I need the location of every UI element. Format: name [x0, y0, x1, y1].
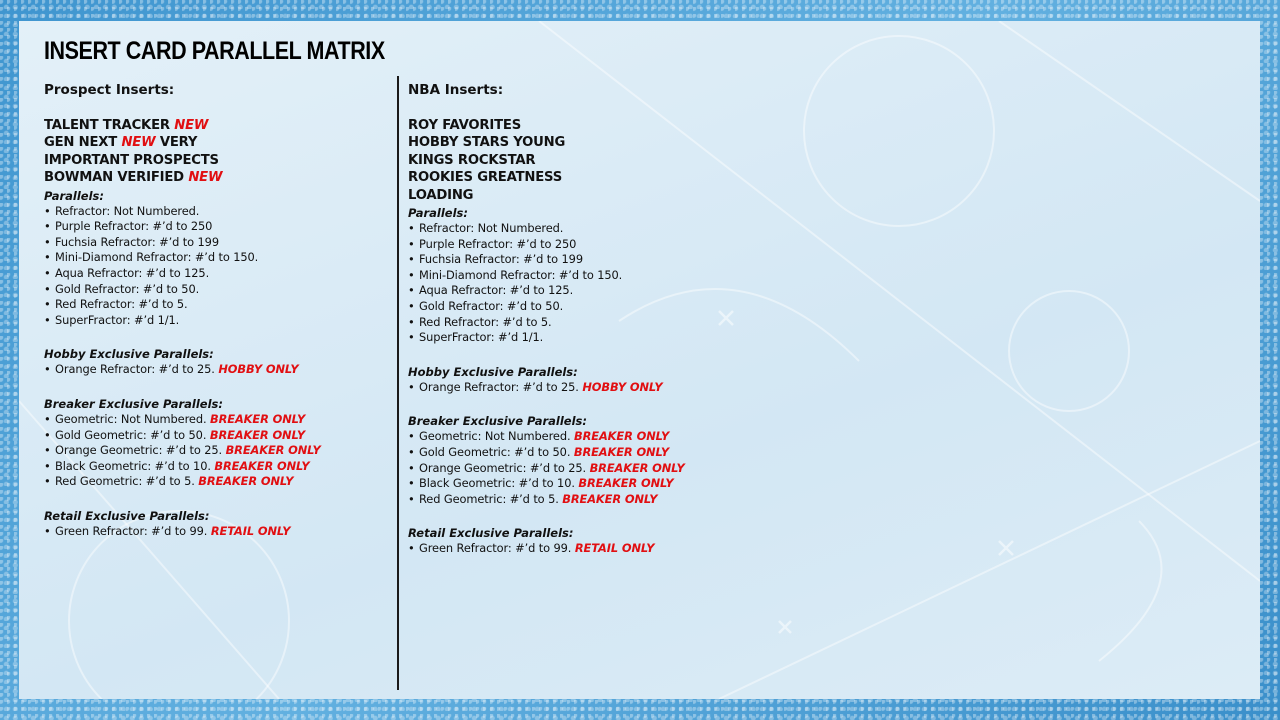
insert-list [408, 117, 753, 204]
breaker-exclusive-list [408, 429, 753, 507]
parallel-item: • Gold Refractor: #’d to 50. [408, 299, 753, 315]
parallel-item: • Geometric: Not Numbered. BREAKER ONLY [408, 429, 753, 445]
hobby-exclusive-list [408, 380, 753, 396]
breaker-only-tag: BREAKER ONLY [562, 491, 658, 506]
breaker-only-tag: BREAKER ONLY [210, 411, 306, 426]
breaker-only-tag: BREAKER ONLY [589, 460, 685, 475]
parallel-item: • Orange Geometric: #’d to 25. BREAKER ONLY [408, 461, 753, 477]
insert-item: BOWMAN VERIFIED NEW [44, 170, 223, 186]
hobby-only-tag: HOBBY ONLY [582, 379, 663, 394]
parallel-item: • Orange Refractor: #’d to 25. HOBBY ONLY [408, 380, 753, 396]
insert-item: ROY FAVORITES [408, 118, 521, 133]
content-panel [19, 21, 1260, 699]
parallel-item: • Refractor: Not Numbered. [408, 221, 753, 237]
breaker-only-tag: BREAKER ONLY [209, 427, 306, 442]
parallels-heading: Parallels: [44, 188, 104, 203]
parallel-item: • Fuchsia Refractor: #’d to 199 [44, 235, 389, 251]
parallel-item: • Red Geometric: #’d to 5. BREAKER ONLY [408, 492, 753, 508]
parallel-item: • Mini-Diamond Refractor: #’d to 150. [408, 268, 753, 284]
retail-exclusive-list [44, 524, 389, 540]
parallels-heading: Parallels: [408, 206, 468, 221]
insert-item: IMPORTANT PROSPECTS [44, 152, 219, 168]
column-divider [397, 76, 399, 690]
breaker-exclusive-heading: Breaker Exclusive Parallels: [408, 414, 587, 429]
new-tag: NEW [174, 118, 209, 133]
retail-only-tag: RETAIL ONLY [574, 541, 655, 556]
parallel-item: • Fuchsia Refractor: #’d to 199 [408, 252, 753, 268]
insert-item: TALENT TRACKER NEW [44, 118, 209, 133]
breaker-exclusive-list [44, 412, 389, 490]
parallel-item: • Aqua Refractor: #’d to 125. [408, 283, 753, 299]
insert-item: ROOKIES GREATNESS [408, 170, 563, 186]
retail-exclusive-list [408, 541, 753, 557]
insert-item: LOADING [408, 187, 474, 203]
parallel-item: • Orange Refractor: #’d to 25. HOBBY ONLY [44, 362, 389, 378]
new-tag: NEW [121, 135, 156, 151]
hobby-exclusive-list [44, 362, 389, 378]
parallel-item: • Refractor: Not Numbered. [44, 204, 389, 220]
parallel-item: • Purple Refractor: #’d to 250 [44, 219, 389, 235]
new-tag: NEW [188, 170, 223, 186]
parallel-item: • Green Refractor: #’d to 99. RETAIL ONLY [44, 524, 389, 540]
insert-item: HOBBY STARS YOUNG [408, 135, 566, 151]
hobby-only-tag: HOBBY ONLY [218, 362, 299, 377]
retail-only-tag: RETAIL ONLY [210, 523, 291, 538]
page-title: INSERT CARD PARALLEL MATRIX [44, 37, 385, 65]
parallel-item: • Red Geometric: #’d to 5. BREAKER ONLY [44, 474, 389, 490]
breaker-only-tag: BREAKER ONLY [225, 443, 321, 458]
insert-list [44, 117, 389, 187]
parallel-item: • Aqua Refractor: #’d to 125. [44, 266, 389, 282]
retail-exclusive-heading: Retail Exclusive Parallels: [408, 526, 574, 541]
parallel-item: • Geometric: Not Numbered. BREAKER ONLY [44, 412, 389, 428]
breaker-only-tag: BREAKER ONLY [578, 476, 674, 491]
parallels-list [44, 204, 389, 329]
breaker-only-tag: BREAKER ONLY [573, 444, 670, 459]
breaker-only-tag: BREAKER ONLY [198, 474, 294, 489]
breaker-only-tag: BREAKER ONLY [574, 429, 670, 444]
parallel-item: • Red Refractor: #’d to 5. [44, 297, 389, 313]
parallel-item: • SuperFractor: #’d 1/1. [44, 313, 389, 329]
insert-item: GEN NEXT NEW VERY [44, 135, 198, 151]
hobby-exclusive-heading: Hobby Exclusive Parallels: [408, 364, 578, 379]
retail-exclusive-heading: Retail Exclusive Parallels: [44, 508, 210, 523]
parallels-list [408, 221, 753, 346]
parallel-item: • Gold Geometric: #’d to 50. BREAKER ONLY [408, 445, 753, 461]
parallel-item: • Black Geometric: #’d to 10. BREAKER ONLY [44, 459, 389, 475]
parallel-item: • Purple Refractor: #’d to 250 [408, 237, 753, 253]
breaker-exclusive-heading: Breaker Exclusive Parallels: [44, 396, 223, 411]
prospect-inserts-column [44, 81, 389, 540]
parallel-item: • Black Geometric: #’d to 10. BREAKER ONLY [408, 476, 753, 492]
parallel-item: • Green Refractor: #’d to 99. RETAIL ONLY [408, 541, 753, 557]
section-heading: NBA Inserts: [408, 82, 504, 98]
section-heading: Prospect Inserts: [44, 82, 175, 98]
parallel-item: • Orange Geometric: #’d to 25. BREAKER ONLY [44, 443, 389, 459]
breaker-only-tag: BREAKER ONLY [214, 458, 310, 473]
nba-inserts-column [408, 81, 753, 557]
parallel-item: • Red Refractor: #’d to 5. [408, 315, 753, 331]
parallel-item: • Gold Refractor: #’d to 50. [44, 282, 389, 298]
hobby-exclusive-heading: Hobby Exclusive Parallels: [44, 347, 214, 362]
parallel-item: • SuperFractor: #’d 1/1. [408, 330, 753, 346]
parallel-item: • Gold Geometric: #’d to 50. BREAKER ONLY [44, 428, 389, 444]
parallel-item: • Mini-Diamond Refractor: #’d to 150. [44, 250, 389, 266]
insert-item: KINGS ROCKSTAR [408, 152, 536, 168]
